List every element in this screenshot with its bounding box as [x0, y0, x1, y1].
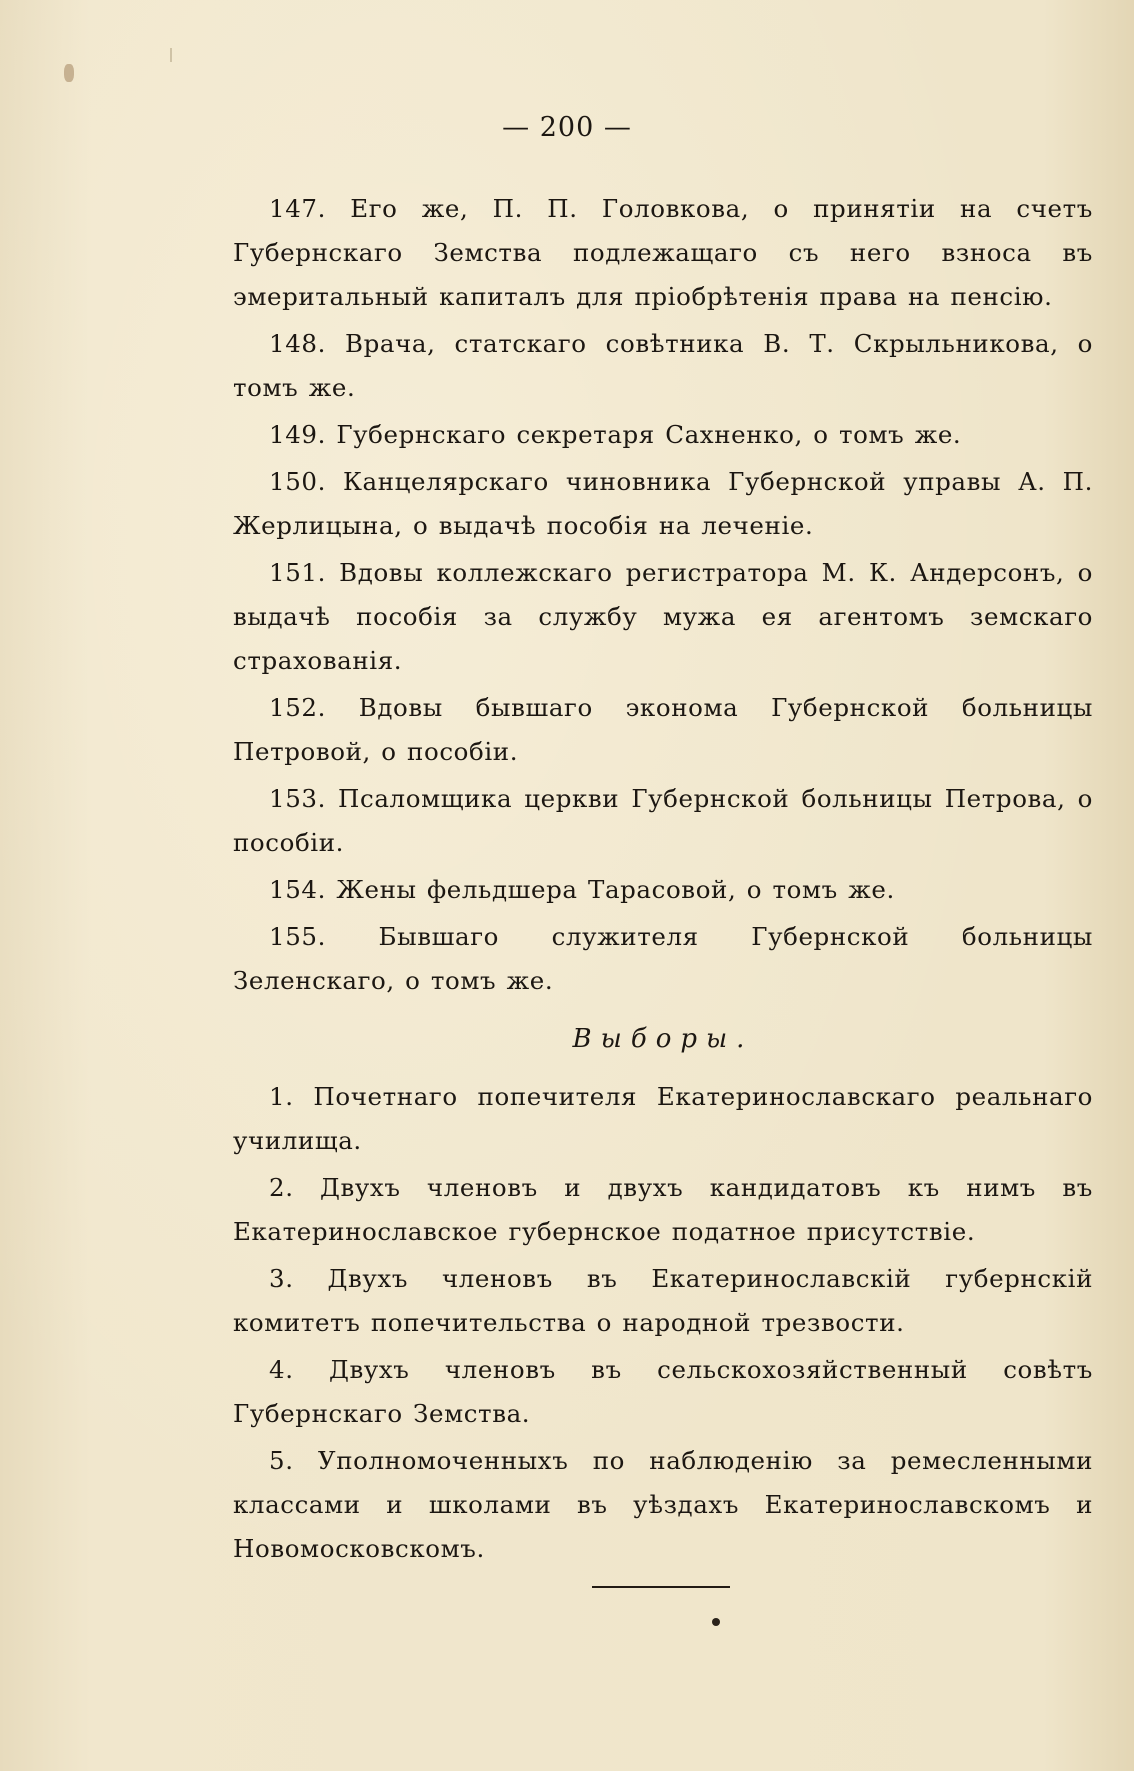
list-item: 151. Вдовы коллежскаго регистратора М. К. Андерсонъ, о выдачѣ пособія за службу мужа ея агентомъ земскаго страхованія.: [233, 558, 1093, 675]
list-item: 155. Бывшаго служителя Губернской больницы Зеленскаго, о томъ же.: [233, 922, 1093, 995]
list-item: 153. Псаломщика церкви Губернской больницы Петрова, о пособіи.: [233, 784, 1093, 857]
ink-dot: [712, 1618, 720, 1626]
list-item: 150. Канцелярскаго чиновника Губернской управы А. П. Жерлицына, о выдачѣ пособія на леченіе.: [233, 467, 1093, 540]
election-item: 4. Двухъ членовъ въ сельскохозяйственный совѣтъ Губернскаго Земства.: [233, 1355, 1093, 1428]
list-item: 149. Губернскаго секретаря Сахненко, о томъ же.: [269, 420, 962, 449]
election-item: 2. Двухъ членовъ и двухъ кандидатовъ къ нимъ въ Екатеринославское губернское податное присутствіе.: [233, 1173, 1093, 1246]
election-item: 3. Двухъ членовъ въ Екатеринославскій губернскій комитетъ попечительства о народной трезвости.: [233, 1264, 1093, 1337]
list-item: 147. Его же, П. П. Головкова, о принятіи на счетъ Губернскаго Земства подлежащаго съ него взноса въ эмеритальный капиталъ для пріобрѣтенія права на пенсію.: [233, 194, 1093, 311]
page-content: [233, 187, 1093, 1574]
list-item: 152. Вдовы бывшаго эконома Губернской больницы Петровой, о пособіи.: [233, 693, 1093, 766]
elections-heading: Выборы.: [572, 1024, 754, 1054]
page-number: — 200 —: [502, 112, 632, 143]
list-item: 148. Врача, статскаго совѣтника В. Т. Скрыльникова, о томъ же.: [233, 329, 1093, 402]
election-item: 5. Уполномоченныхъ по наблюденію за ремесленными классами и школами въ уѣздахъ Екатеринославскомъ и Новомосковскомъ.: [233, 1446, 1093, 1563]
election-item: 1. Почетнаго попечителя Екатеринославскаго реальнаго училища.: [233, 1082, 1093, 1155]
paper-mark: [170, 48, 172, 62]
list-item: 154. Жены фельдшера Тарасовой, о томъ же.: [269, 875, 895, 904]
closing-rule: [592, 1586, 730, 1588]
paper-stain: [64, 64, 74, 82]
